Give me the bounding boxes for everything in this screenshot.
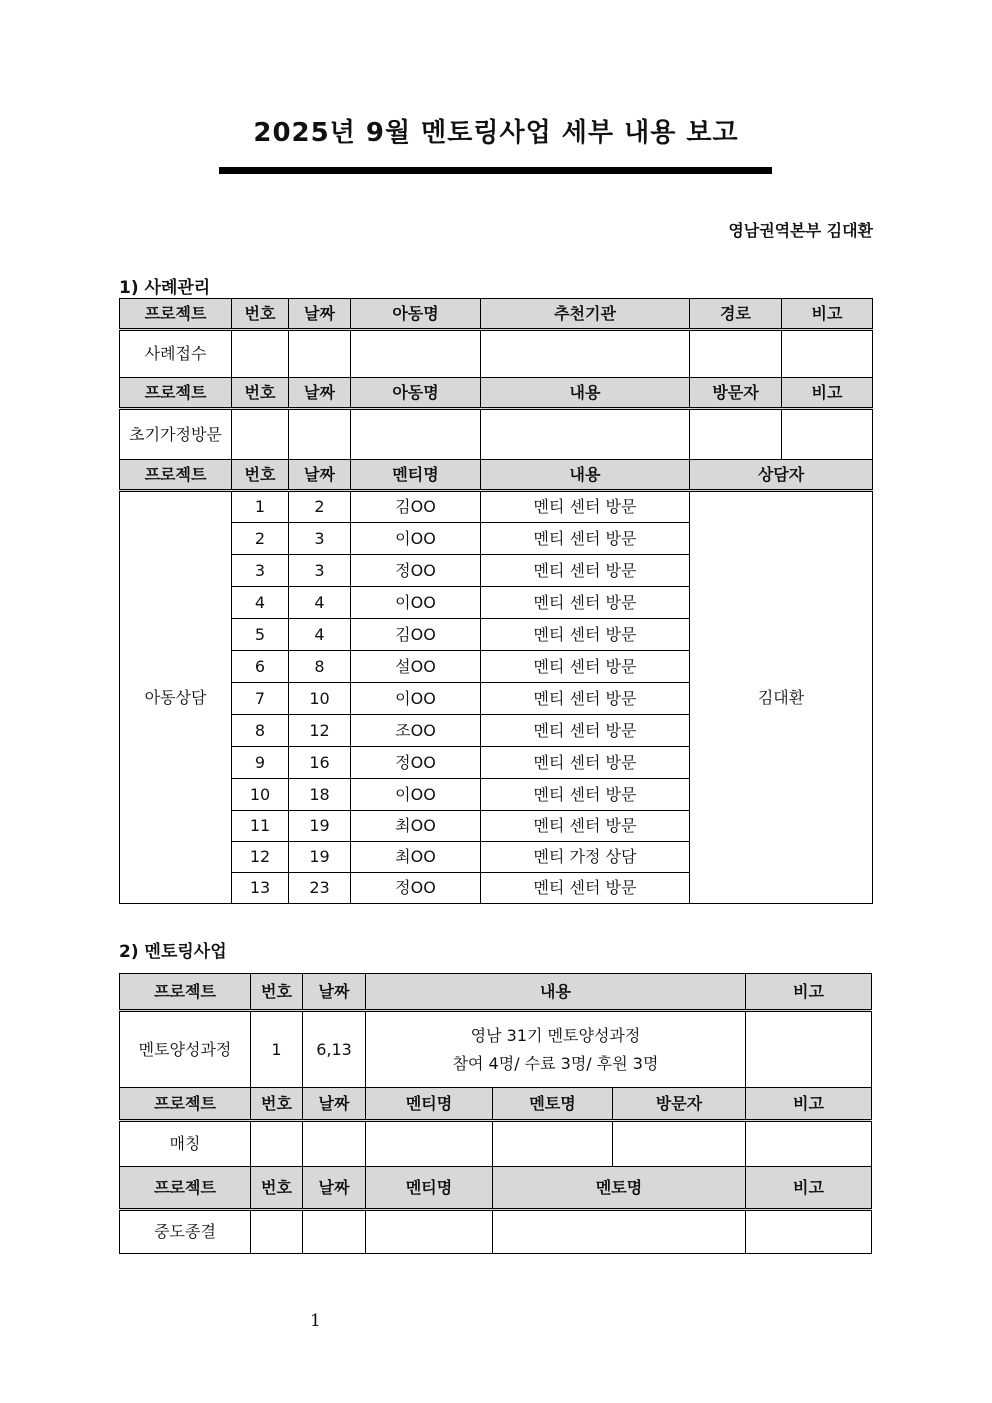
header-cell: 비고 <box>782 378 873 409</box>
header-cell: 날짜 <box>289 299 351 330</box>
empty-cell <box>493 1121 613 1167</box>
page-title: 2025년 9월 멘토링사업 세부 내용 보고 <box>253 118 739 148</box>
header-cell: 멘토명 <box>493 1167 746 1210</box>
row-mentee: 이OO <box>351 779 481 811</box>
header-cell: 번호 <box>232 378 289 409</box>
project-cell: 아동상담 <box>120 491 232 904</box>
table-row <box>120 491 873 523</box>
project-cell: 초기가정방문 <box>120 409 232 460</box>
header-cell: 프로젝트 <box>120 299 232 330</box>
row-mentee: 최OO <box>351 842 481 873</box>
empty-cell <box>690 330 782 378</box>
empty-cell <box>351 409 481 460</box>
row-date: 19 <box>289 842 351 873</box>
header-cell: 아동명 <box>351 299 481 330</box>
header-cell: 날짜 <box>303 1088 366 1121</box>
row-date: 8 <box>289 651 351 683</box>
training-content-line2: 참여 4명/ 수료 3명/ 후원 3명 <box>452 1053 659 1073</box>
header-cell: 비고 <box>746 1167 872 1210</box>
header-cell: 번호 <box>251 974 303 1011</box>
empty-cell <box>289 330 351 378</box>
row-content: 멘티 센터 방문 <box>481 811 690 842</box>
header-cell: 추천기관 <box>481 299 690 330</box>
row-number: 9 <box>232 747 289 779</box>
row-content: 멘티 가정 상담 <box>481 842 690 873</box>
header-cell: 번호 <box>251 1088 303 1121</box>
row-content: 멘티 센터 방문 <box>481 779 690 811</box>
row-date: 6,13 <box>303 1011 366 1088</box>
row-date: 16 <box>289 747 351 779</box>
row-mentee: 정OO <box>351 555 481 587</box>
header-cell: 경로 <box>690 299 782 330</box>
row-number: 1 <box>251 1011 303 1088</box>
row-mentee: 이OO <box>351 523 481 555</box>
intake-row <box>120 330 873 378</box>
empty-cell <box>690 409 782 460</box>
header-cell: 프로젝트 <box>120 460 232 491</box>
header-cell: 상담자 <box>690 460 873 491</box>
row-mentee: 조OO <box>351 715 481 747</box>
empty-cell <box>481 409 690 460</box>
empty-cell <box>251 1210 303 1254</box>
row-date: 23 <box>289 873 351 904</box>
header-cell: 날짜 <box>303 974 366 1011</box>
header-cell: 프로젝트 <box>120 1167 251 1210</box>
empty-cell <box>232 330 289 378</box>
header-cell: 내용 <box>366 974 746 1011</box>
row-date: 12 <box>289 715 351 747</box>
row-content: 멘티 센터 방문 <box>481 747 690 779</box>
row-mentee: 김OO <box>351 491 481 523</box>
row-content: 멘티 센터 방문 <box>481 619 690 651</box>
row-mentee: 이OO <box>351 683 481 715</box>
page-number: 1 <box>310 1311 321 1331</box>
intake-header-row <box>120 299 873 330</box>
header-cell: 아동명 <box>351 378 481 409</box>
header-cell: 번호 <box>232 299 289 330</box>
training-content-line1: 영남 31기 멘토양성과정 <box>470 1025 641 1045</box>
header-cell: 멘티명 <box>351 460 481 491</box>
row-number: 8 <box>232 715 289 747</box>
row-number: 4 <box>232 587 289 619</box>
header-cell: 방문자 <box>613 1088 746 1121</box>
empty-cell <box>746 1011 872 1088</box>
header-cell: 내용 <box>481 378 690 409</box>
row-mentee: 최OO <box>351 811 481 842</box>
empty-cell <box>232 409 289 460</box>
empty-cell <box>782 409 873 460</box>
row-mentee: 이OO <box>351 587 481 619</box>
empty-cell <box>746 1210 872 1254</box>
termination-row <box>120 1210 872 1254</box>
header-cell: 번호 <box>232 460 289 491</box>
row-date: 4 <box>289 619 351 651</box>
author: 영남권역본부 김대환 <box>728 221 873 240</box>
header-cell: 프로젝트 <box>120 974 251 1011</box>
row-date: 3 <box>289 555 351 587</box>
header-cell: 비고 <box>782 299 873 330</box>
empty-cell <box>366 1121 493 1167</box>
row-content: 멘티 센터 방문 <box>481 715 690 747</box>
row-content: 멘티 센터 방문 <box>481 491 690 523</box>
row-content: 멘티 센터 방문 <box>481 873 690 904</box>
row-content: 멘티 센터 방문 <box>481 683 690 715</box>
header-cell: 비고 <box>746 1088 872 1121</box>
section-heading-mentoring: 2) 멘토링사업 <box>119 942 227 962</box>
empty-cell <box>303 1121 366 1167</box>
project-cell: 멘토양성과정 <box>120 1011 251 1088</box>
header-cell: 멘티명 <box>366 1088 493 1121</box>
row-content: 멘티 센터 방문 <box>481 587 690 619</box>
empty-cell <box>481 330 690 378</box>
row-date: 2 <box>289 491 351 523</box>
row-number: 3 <box>232 555 289 587</box>
row-mentee: 김OO <box>351 619 481 651</box>
row-number: 5 <box>232 619 289 651</box>
header-cell: 날짜 <box>303 1167 366 1210</box>
empty-cell <box>613 1121 746 1167</box>
header-cell: 멘티명 <box>366 1167 493 1210</box>
header-cell: 번호 <box>251 1167 303 1210</box>
header-cell: 프로젝트 <box>120 378 232 409</box>
row-content: 멘티 센터 방문 <box>481 555 690 587</box>
title-underline <box>219 167 772 174</box>
project-cell: 매칭 <box>120 1121 251 1167</box>
row-date: 3 <box>289 523 351 555</box>
header-cell: 멘토명 <box>493 1088 613 1121</box>
row-number: 6 <box>232 651 289 683</box>
header-cell: 내용 <box>481 460 690 491</box>
row-date: 19 <box>289 811 351 842</box>
row-number: 2 <box>232 523 289 555</box>
case-management-table <box>119 298 873 904</box>
termination-header-row <box>120 1167 872 1210</box>
initial-visit-row <box>120 409 873 460</box>
project-cell: 사례접수 <box>120 330 232 378</box>
row-number: 13 <box>232 873 289 904</box>
training-header-row <box>120 974 872 1011</box>
empty-cell <box>366 1210 493 1254</box>
row-date: 4 <box>289 587 351 619</box>
row-date: 10 <box>289 683 351 715</box>
row-content: 멘티 센터 방문 <box>481 523 690 555</box>
training-content <box>366 1011 746 1088</box>
header-cell: 프로젝트 <box>120 1088 251 1121</box>
empty-cell <box>493 1210 746 1254</box>
row-mentee: 설OO <box>351 651 481 683</box>
header-cell: 날짜 <box>289 460 351 491</box>
empty-cell <box>289 409 351 460</box>
mentoring-table <box>119 973 872 1254</box>
empty-cell <box>351 330 481 378</box>
counselor-cell: 김대환 <box>690 491 873 904</box>
empty-cell <box>251 1121 303 1167</box>
row-number: 10 <box>232 779 289 811</box>
row-number: 12 <box>232 842 289 873</box>
counseling-header-row <box>120 460 873 491</box>
header-cell: 비고 <box>746 974 872 1011</box>
row-number: 1 <box>232 491 289 523</box>
matching-header-row <box>120 1088 872 1121</box>
row-date: 18 <box>289 779 351 811</box>
row-number: 7 <box>232 683 289 715</box>
empty-cell <box>303 1210 366 1254</box>
empty-cell <box>746 1121 872 1167</box>
training-row <box>120 1011 872 1088</box>
empty-cell <box>782 330 873 378</box>
row-mentee: 정OO <box>351 747 481 779</box>
header-cell: 날짜 <box>289 378 351 409</box>
matching-row <box>120 1121 872 1167</box>
row-mentee: 정OO <box>351 873 481 904</box>
row-number: 11 <box>232 811 289 842</box>
section-heading-case-management: 1) 사례관리 <box>119 278 211 298</box>
row-content: 멘티 센터 방문 <box>481 651 690 683</box>
header-cell: 방문자 <box>690 378 782 409</box>
initial-visit-header-row <box>120 378 873 409</box>
project-cell: 중도종결 <box>120 1210 251 1254</box>
